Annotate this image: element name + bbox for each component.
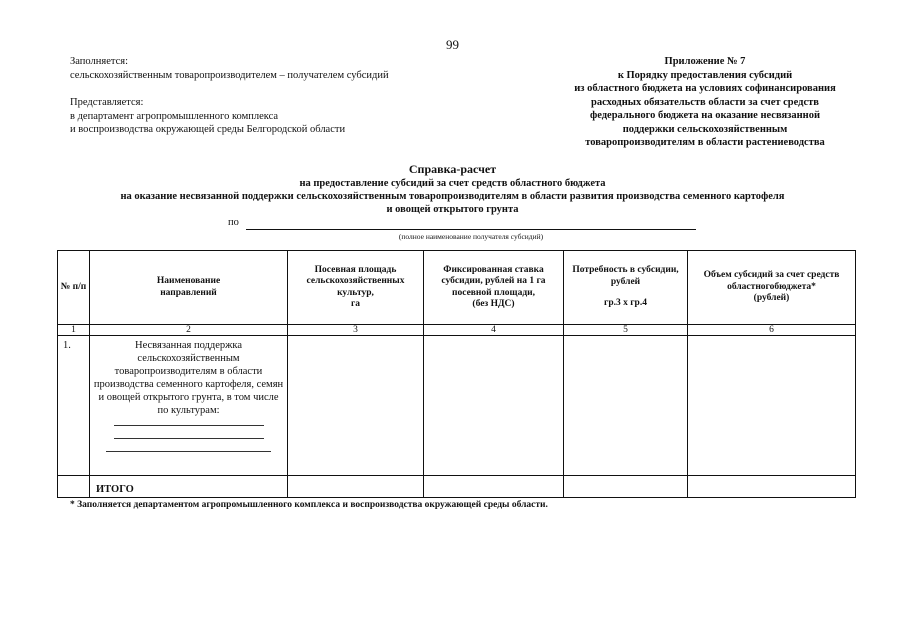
header-area-unit: га — [350, 299, 361, 309]
total-label: ИТОГО — [90, 476, 288, 498]
volume-cell[interactable] — [688, 336, 856, 476]
header-rate-note: (без НДС) — [472, 299, 515, 309]
title-main: Справка-расчет — [408, 162, 497, 176]
recipient-hint: (полное наименование получателя субсидий) — [398, 232, 544, 241]
appendix-title: Приложение № 7 — [664, 56, 746, 67]
filled-by: сельскохозяйственным товаропроизводителем – получателем субсидий — [70, 69, 389, 81]
submitted-label: Представляется: — [70, 97, 144, 108]
submitted-to-line-1: в департамент агропромышленного комплекса — [70, 110, 279, 122]
appendix-header — [520, 55, 890, 150]
footnote: * Заполняется департаментом агропромышленного комплекса и воспроизводства окружающей среды области. — [70, 500, 548, 510]
header-volume-text: Объем субсидий за счет средств областногобюджета* — [703, 270, 840, 292]
recipient-field[interactable] — [246, 229, 696, 230]
header-name-line-1: Наименование — [156, 276, 221, 286]
header-name-line-2: направлений — [160, 287, 217, 298]
recipient-prefix: по — [228, 217, 239, 228]
row-description — [90, 336, 288, 476]
column-number: 5 — [564, 325, 688, 336]
total-area-cell[interactable] — [288, 476, 424, 498]
column-number: 2 — [90, 325, 288, 336]
total-need-cell[interactable] — [564, 476, 688, 498]
crop-fill-lines[interactable] — [92, 425, 285, 452]
appendix-line: из областного бюджета на условиях софинансирования — [574, 83, 836, 94]
column-number: 4 — [424, 325, 564, 336]
document-title — [0, 163, 905, 216]
header-volume — [688, 251, 856, 325]
header-rate — [424, 251, 564, 325]
title-line-3: и овощей открытого грунта — [386, 204, 519, 215]
filled-label: Заполняется: — [70, 56, 128, 67]
table-row — [58, 336, 856, 476]
calculation-table — [57, 250, 856, 498]
rate-cell[interactable] — [424, 336, 564, 476]
header-rate-text: Фиксированная ставка субсидии, рублей на 1 га посевной площади, — [441, 264, 546, 298]
header-need-text: Потребность в субсидии, рублей — [572, 265, 679, 287]
appendix-line: расходных обязательств области за счет средств — [591, 96, 819, 108]
area-cell[interactable] — [288, 336, 424, 476]
total-rate-cell[interactable] — [424, 476, 564, 498]
row-description-text: Несвязанная поддержка сельскохозяйственным товаропроизводителям в области производства семенного картофеля, семян и овощей открытого грунта, в том числе по культурам: — [93, 340, 284, 416]
column-number: 3 — [288, 325, 424, 336]
header-need — [564, 251, 688, 325]
table-header-row — [58, 251, 856, 325]
header-area — [288, 251, 424, 325]
header-number: № п/п — [58, 251, 90, 325]
need-cell[interactable] — [564, 336, 688, 476]
appendix-line: федерального бюджета на оказание несвязанной — [589, 110, 821, 121]
submission-info — [70, 55, 389, 137]
total-number-cell — [58, 476, 90, 498]
total-volume-cell[interactable] — [688, 476, 856, 498]
title-line-2: на оказание несвязанной поддержки сельскохозяйственным товаропроизводителям в области развития производства семенного картофеля — [120, 191, 785, 202]
header-area-text: Посевная площадь сельскохозяйственных культур, — [306, 264, 405, 298]
submitted-to-line-2: и воспроизводства окружающей среды Белгородской области — [70, 124, 346, 135]
header-name — [90, 251, 288, 325]
appendix-line: к Порядку предоставления субсидий — [617, 69, 793, 81]
column-number: 6 — [688, 325, 856, 336]
page-number: 99 — [446, 37, 459, 52]
title-line-1: на предоставление субсидий за счет средств областного бюджета — [299, 178, 606, 189]
header-volume-unit: (рублей) — [753, 293, 790, 304]
appendix-line: товаропроизводителям в области растениеводства — [585, 137, 825, 148]
row-number: 1. — [58, 336, 90, 476]
total-row — [58, 476, 856, 498]
column-number-row — [58, 325, 856, 336]
column-number: 1 — [58, 325, 90, 336]
header-need-formula: гр.3 х гр.4 — [604, 298, 647, 309]
appendix-line: поддержки сельскохозяйственным — [622, 123, 788, 135]
